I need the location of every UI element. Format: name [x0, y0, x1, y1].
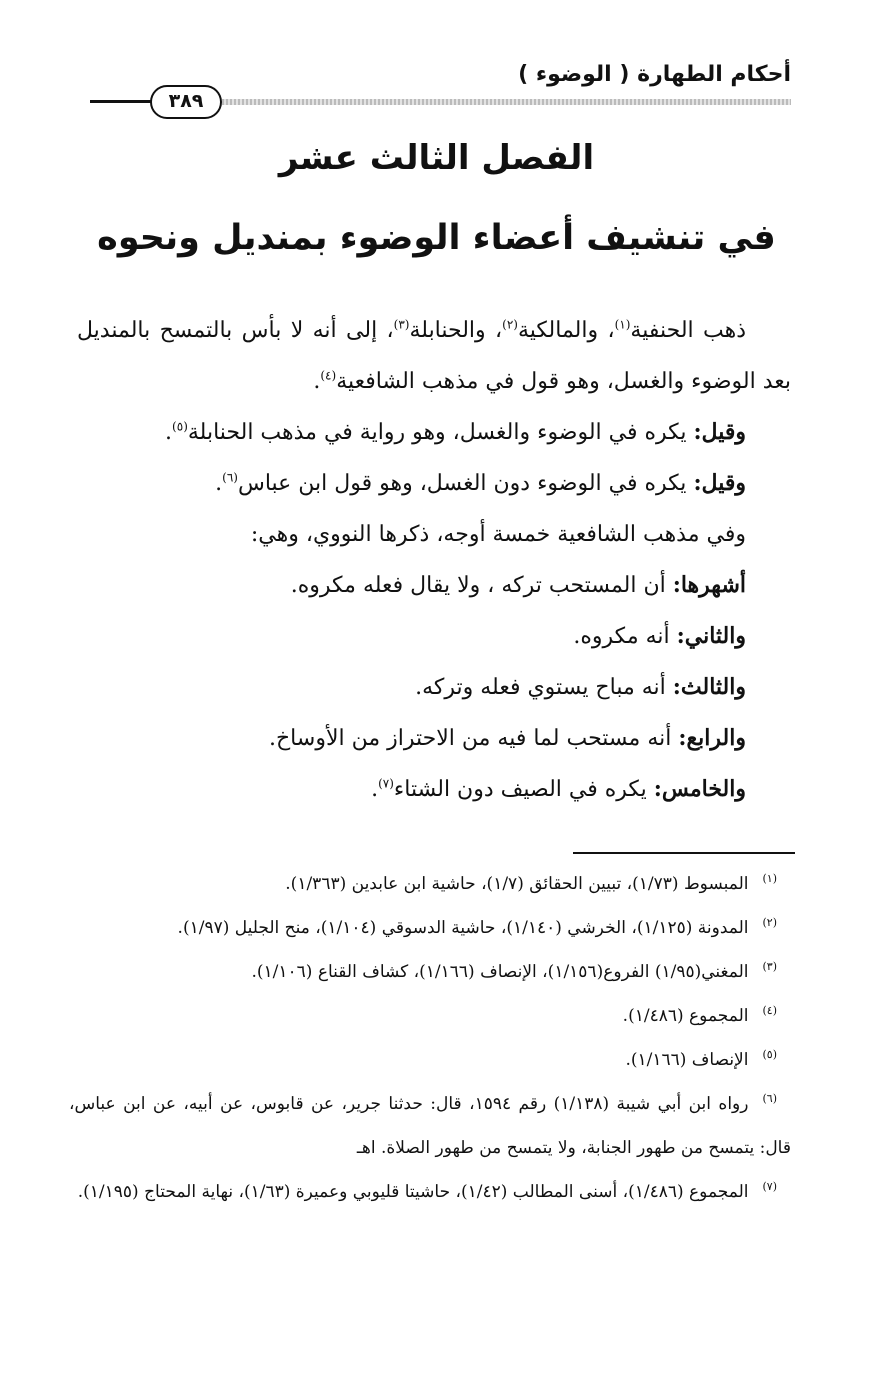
footnote-6	[69, 1082, 791, 1170]
paragraph-opinion-1	[77, 560, 791, 611]
text-run: ذهب الحنفية	[630, 318, 747, 343]
text-run: يكره في الصيف دون الشتاء	[393, 777, 654, 802]
text-run: ، إلى أنه لا بأس بالتمسح بالمنديل بعد الوضوء والغسل، وهو قول في مذهب الشافعية	[77, 318, 791, 394]
paragraph-shafii-intro	[77, 509, 791, 560]
footnote-text: المجموع (١/٤٨٦)، أسنى المطالب (١/٤٢)، حاشيتا قليوبي وعميرة (١/٦٣)، نهاية المحتاج (١/١٩٥).	[77, 1182, 749, 1202]
footnote-ref[interactable]: (٤)	[320, 368, 337, 383]
paragraph-opinion-4	[77, 713, 791, 764]
footnote-text: المغني(١/٩٥) الفروع(١/١٥٦)، الإنصاف (١/١٦٦)، كشاف القناع (١/١٠٦).	[251, 962, 749, 982]
footnote-number: (٣)	[762, 960, 777, 974]
footnote-4	[69, 994, 791, 1038]
lead-word: والثاني:	[676, 623, 746, 649]
text-run: أنه مباح يستوي فعله وتركه.	[415, 675, 673, 700]
footnote-ref[interactable]: (١)	[614, 317, 631, 332]
text-run: .	[371, 777, 379, 802]
footnote-number: (٧)	[762, 1180, 777, 1194]
footnote-number: (٢)	[762, 916, 777, 930]
paragraph-view-2	[77, 407, 791, 458]
footnote-number: (٥)	[762, 1048, 777, 1062]
text-run: أن المستحب تركه ، ولا يقال فعله مكروه.	[290, 573, 673, 598]
footnote-3	[69, 950, 791, 994]
lead-word: والخامس:	[653, 776, 746, 802]
paragraph-intro	[77, 305, 791, 407]
main-text	[77, 305, 791, 815]
footnote-7	[69, 1170, 791, 1214]
footnote-ref[interactable]: (٦)	[222, 470, 238, 485]
footnote-number: (١)	[762, 872, 777, 886]
text-run: يكره في الوضوء دون الغسل، وهو قول ابن عباس	[237, 471, 694, 496]
text-run: وفي مذهب الشافعية خمسة أوجه، ذكرها النووي، وهي:	[250, 522, 746, 547]
footnote-ref[interactable]: (٣)	[393, 317, 410, 332]
text-run: .	[313, 369, 321, 394]
text-run: .	[165, 420, 173, 445]
header-rule-left	[90, 100, 152, 103]
text-run: أنه مكروه.	[573, 624, 677, 649]
lead-word: والثالث:	[672, 674, 746, 700]
text-run: ، والحنابلة	[409, 318, 503, 343]
lead-word: وقيل:	[693, 470, 746, 496]
header-rule-band	[222, 99, 791, 105]
chapter-title: الفصل الثالث عشر	[278, 138, 595, 178]
footnote-text: المدونة (١/١٢٥)، الخرشي (١/١٤٠)، حاشية الدسوقي (١/١٠٤)، منح الجليل (١/٩٧).	[177, 918, 749, 938]
footnote-text: المبسوط (١/٧٣)، تبيين الحقائق (١/٧)، حاشية ابن عابدين (١/٣٦٣).	[285, 874, 749, 894]
lead-word: والرابع:	[678, 725, 746, 751]
page-number: ٣٨٩	[150, 85, 222, 119]
footnote-text: رواه ابن أبي شيبة (١/١٣٨) رقم ١٥٩٤، قال: حدثنا جرير، عن قابوس، عن أبيه، عن ابن عباس، قال: يتمسح من طهور الجنابة، ولا يتمسح من طهور الصلاة. اهـ	[69, 1094, 791, 1158]
chapter-subtitle: في تنشيف أعضاء الوضوء بمنديل ونحوه	[97, 218, 776, 258]
footnote-text: الإنصاف (١/١٦٦).	[625, 1050, 749, 1070]
footnote-number: (٤)	[762, 1004, 777, 1018]
paragraph-opinion-5	[77, 764, 791, 815]
paragraph-view-3	[77, 458, 791, 509]
lead-word: أشهرها:	[672, 572, 746, 598]
lead-word: وقيل:	[693, 419, 746, 445]
paragraph-opinion-3	[77, 662, 791, 713]
footnote-ref[interactable]: (٧)	[378, 776, 394, 791]
text-run: .	[215, 471, 223, 496]
text-run: يكره في الوضوء والغسل، وهو رواية في مذهب الحنابلة	[187, 420, 694, 445]
footnote-number: (٦)	[762, 1092, 777, 1106]
footnote-ref[interactable]: (٢)	[502, 317, 518, 332]
footnote-2	[69, 906, 791, 950]
text-run: ، والمالكية	[517, 318, 615, 343]
footnotes	[69, 862, 791, 1214]
footnote-ref[interactable]: (٥)	[172, 419, 188, 434]
running-title: أحكام الطهارة ( الوضوء )	[518, 62, 791, 87]
footnote-5	[69, 1038, 791, 1082]
text-run: أنه مستحب لما فيه من الاحتراز من الأوساخ.	[268, 726, 679, 751]
footnote-1	[69, 862, 791, 906]
footnote-text: المجموع (١/٤٨٦).	[622, 1006, 749, 1026]
paragraph-opinion-2	[77, 611, 791, 662]
footnote-separator	[573, 852, 795, 854]
